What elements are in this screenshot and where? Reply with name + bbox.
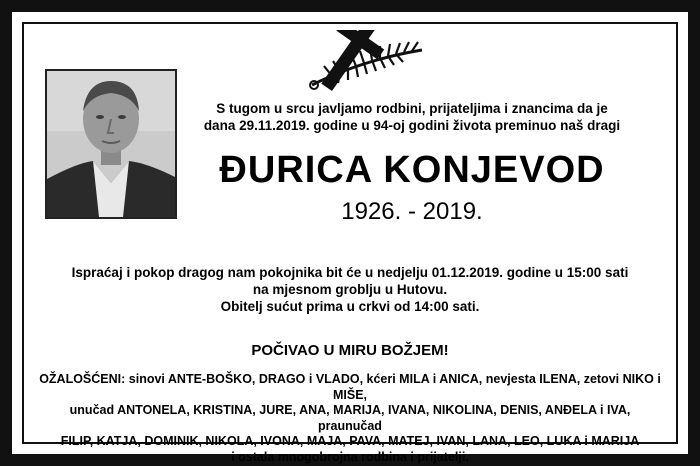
funeral-details: [42, 264, 658, 315]
funeral-line: Obitelj sućut prima u crkvi od 14:00 sati.: [220, 299, 480, 314]
announcement-line: dana 29.11.2019. godine u 94-oj godini života preminuo naš dragi: [203, 118, 621, 133]
mourners-line: OŽALOŠĆENI: sinovi ANTE-BOŠKO, DRAGO i VLADO, kćeri MILA i ANICA, nevjesta ILENA, zetovi NIKO i MIŠE,: [39, 372, 661, 402]
mourners-line: unučad ANTONELA, KRISTINA, JURE, ANA, MARIJA, IVANA, NIKOLINA, DENIS, ANĐELA i IVA, praunučad: [69, 403, 631, 433]
mourners-list: [36, 372, 664, 465]
life-years: 1926. - 2019.: [341, 198, 483, 225]
funeral-line: Ispraćaj i pokop dragog nam pokojnika bit će u nedjelju 01.12.2019. godine u 15:00 sati: [71, 265, 629, 280]
mourners-line: FILIP, KATJA, DOMINIK, NIKOLA, IVONA, MAJA, PAVA, MATEJ, IVAN, LANA, LEO, LUKA i MARIJA: [60, 434, 640, 448]
portrait-photo: [45, 69, 177, 219]
deceased-name: ĐURICA KONJEVOD: [219, 149, 605, 191]
rest-in-peace-heading: POČIVAO U MIRU BOŽJEM!: [251, 342, 449, 359]
mourners-line: i ostala mnogobrojna rodbina i prijatelji.: [231, 449, 469, 464]
announcement-line: S tugom u srcu javljamo rodbini, prijateljima i znancima da je: [216, 101, 608, 116]
obituary-card: [12, 12, 688, 464]
funeral-line: na mjesnom groblju u Hutovu.: [252, 282, 448, 297]
announcement-text: [192, 100, 632, 134]
portrait-image: [47, 71, 175, 217]
cross-with-palm-branch-icon: [302, 30, 426, 92]
